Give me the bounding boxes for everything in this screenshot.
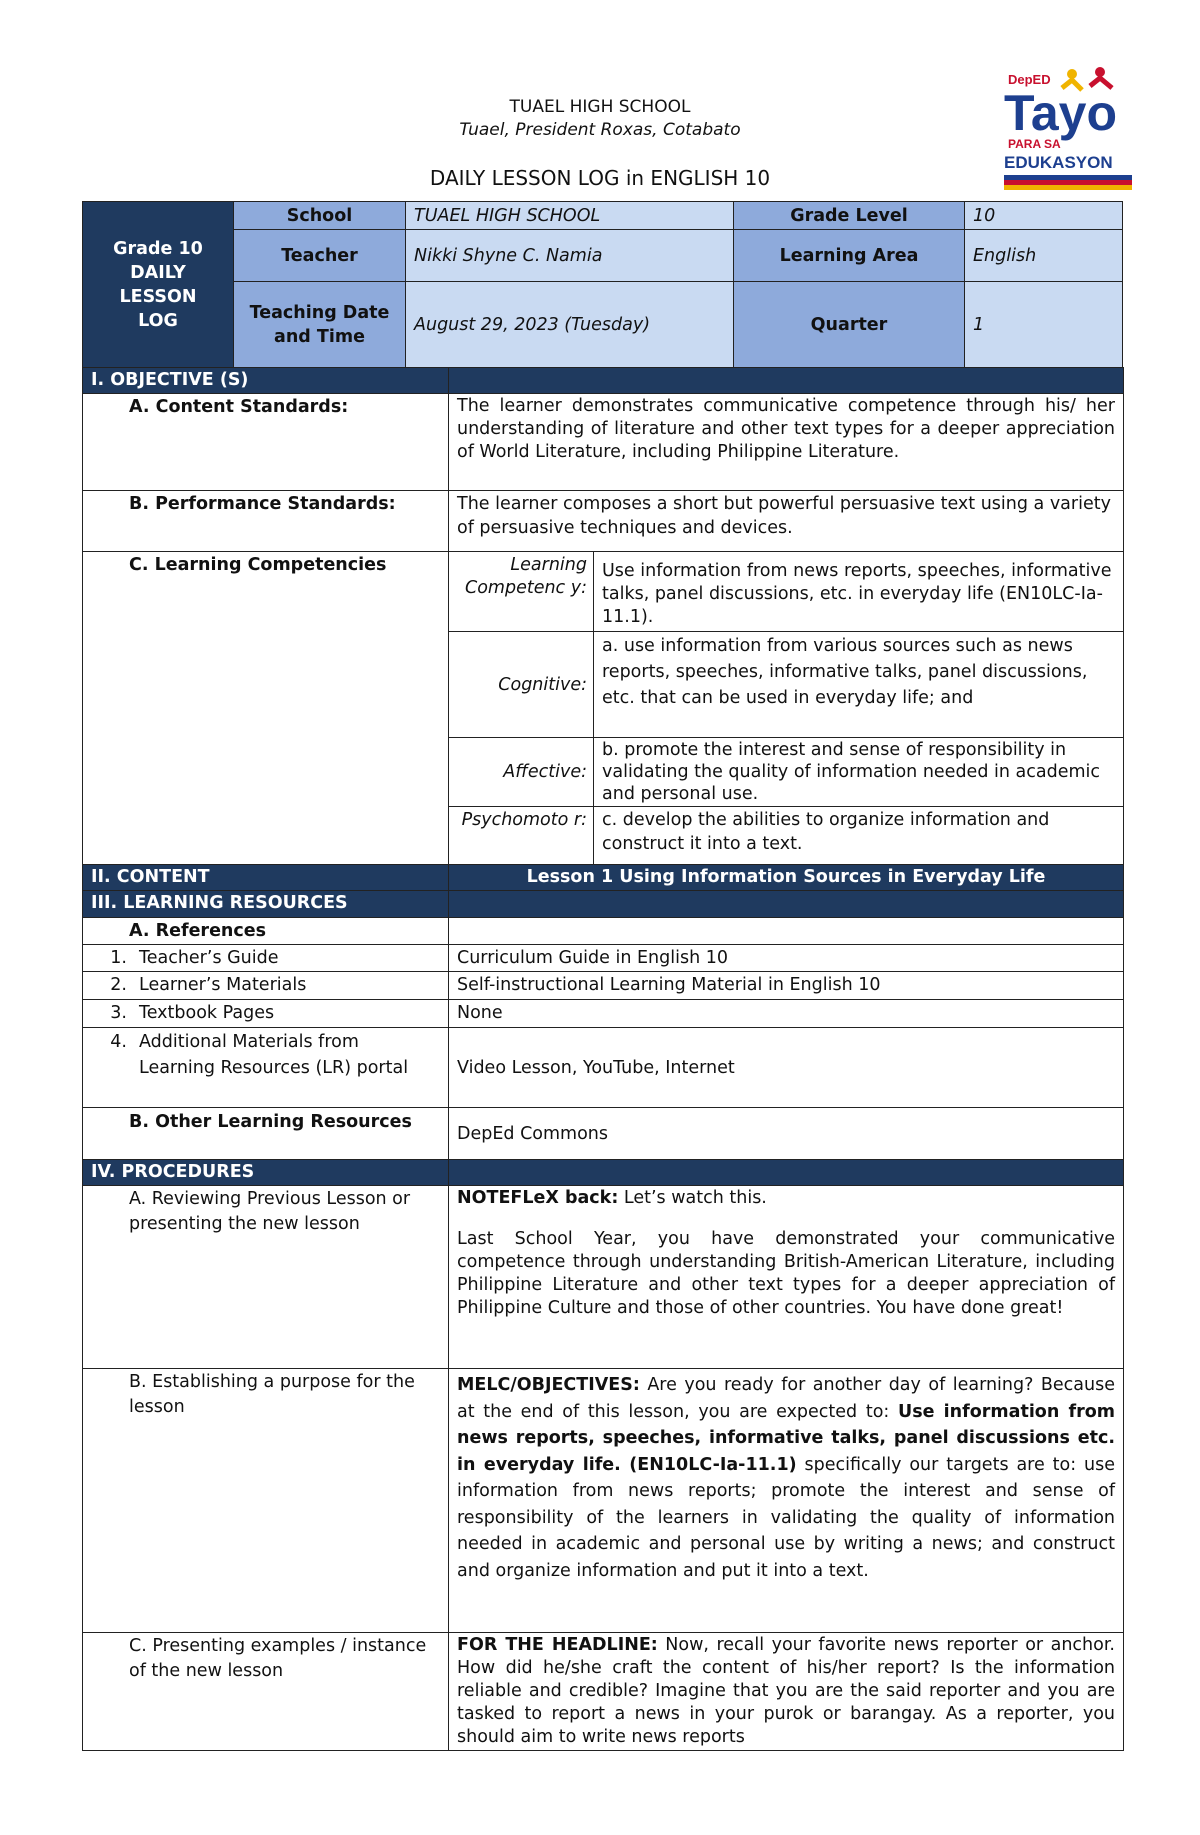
procedure-a-paragraph: Last School Year, you have demonstrated your communicative competence through understanding British-American Literature, including Philippine Literature and other text types for a deeper appreciation of Philippine Culture and those of other countries. You have done great! (457, 1229, 1115, 1318)
reference-label: Textbook Pages (139, 1003, 275, 1023)
quarter-value: 1 (965, 282, 1123, 368)
procedure-b-text-2: specifically our targets are to: use information from news reports; promote the interest and sense of responsibility of the learners in validating the quality of information needed in academic and personal use by writing a news; and construct and organize information and put it into a text. (457, 1454, 1115, 1581)
procedure-a-label: A. Reviewing Previous Lesson or presenting the new lesson (83, 1186, 449, 1369)
reference-number: 3. (110, 1003, 127, 1023)
school-label: School (234, 202, 406, 230)
other-resources-label (83, 1108, 449, 1160)
competency-domain: Cognitive: (449, 632, 594, 738)
procedure-a-lead: Let’s watch this. (618, 1188, 767, 1208)
school-name: TUAEL HIGH SCHOOL (509, 97, 691, 117)
grade-level-value: 10 (965, 202, 1123, 230)
references-label: A. References (83, 918, 449, 945)
reference-number: 4. (110, 1032, 127, 1052)
lesson-log-table (82, 367, 1124, 1751)
competency-domain: Psychomoto r: (449, 807, 594, 865)
learning-competencies-label: C. Learning Competencies (83, 552, 449, 865)
school-value: TUAEL HIGH SCHOOL (406, 202, 734, 230)
learning-area-label: Learning Area (734, 230, 965, 282)
info-table (82, 201, 1123, 368)
grade-label: Grade 10 DAILY LESSON LOG (83, 202, 234, 368)
logo-tayo-text: Tayo (1004, 85, 1117, 141)
performance-standards-label: B. Performance Standards: (83, 491, 449, 552)
reference-number: 1. (110, 948, 127, 968)
teacher-label: Teacher (234, 230, 406, 282)
procedure-c-content (449, 1633, 1124, 1751)
content-standards-text: The learner demonstrates communicative competence through his/ her understanding of literature and other text types for a deeper appreciation of World Literature, including Philippine Literature. (449, 394, 1124, 491)
competency-domain: Learning Competenc y: (449, 552, 594, 632)
logo-para-sa-text: PARA SA (1008, 137, 1061, 151)
procedure-b-bold-1: MELC/OBJECTIVES: (457, 1375, 640, 1395)
content-heading: II. CONTENT (83, 865, 449, 891)
reference-item (83, 945, 449, 972)
procedure-c-bold: FOR THE HEADLINE: (457, 1635, 658, 1655)
teaching-date-value: August 29, 2023 (Tuesday) (406, 282, 734, 368)
logo-deped-text: DepED (1008, 72, 1051, 87)
procedures-heading: IV. PROCEDURES (83, 1160, 449, 1186)
document-title: DAILY LESSON LOG in ENGLISH 10 (429, 166, 771, 190)
competency-text: c. develop the abilities to organize information and construct it into a text. (594, 807, 1124, 865)
procedure-a-bold: NOTEFLeX back: (457, 1188, 619, 1208)
logo-edukasyon-text: EDUKASYON (1004, 153, 1113, 172)
quarter-label: Quarter (734, 282, 965, 368)
competency-text: b. promote the interest and sense of responsibility in validating the quality of information needed in academic and personal use. (594, 738, 1124, 807)
teaching-date-label: Teaching Date and Time (234, 282, 406, 368)
reference-value: Self-instructional Learning Material in English 10 (449, 972, 1124, 1000)
reference-item (83, 1000, 449, 1028)
procedure-b-bold-2: Use information from news reports, speeches, informative talks, panel discussions etc. in everyday life. (EN10LC-Ia-11.1) (457, 1401, 1115, 1475)
procedure-a-content (449, 1186, 1124, 1369)
objectives-heading: I. OBJECTIVE (S) (83, 368, 449, 394)
content-standards-label: A. Content Standards: (83, 394, 449, 491)
other-resources-value: DepEd Commons (449, 1108, 1124, 1160)
other-resources-text: B. Other Learning Resources (129, 1112, 412, 1132)
procedure-b-label: B. Establishing a purpose for the lesson (83, 1369, 449, 1633)
procedure-c-text: Now, recall your favorite news reporter or anchor. How did he/she craft the content of his/her report? Is the information reliable and credible? Imagine that you are the said reporter and you are tasked to report a news in your purok or barangay. As a reporter, you should aim to write news reports (457, 1635, 1115, 1747)
reference-label: Teacher’s Guide (139, 948, 279, 968)
grade-level-label: Grade Level (734, 202, 965, 230)
performance-standards-text: The learner composes a short but powerful persuasive text using a variety of persuasive techniques and devices. (449, 491, 1124, 552)
reference-number: 2. (110, 975, 127, 995)
reference-label: Learner’s Materials (139, 975, 307, 995)
reference-item (83, 972, 449, 1000)
school-address: Tuael, President Roxas, Cotabato (459, 120, 741, 140)
resources-heading: III. LEARNING RESOURCES (83, 891, 449, 918)
procedure-b-text-1: Are you ready for another day of learning? Because at the end of this lesson, you are expected to: (457, 1375, 1115, 1422)
learning-area-value: English (965, 230, 1123, 282)
lesson-title: Lesson 1 Using Information Sources in Everyday Life (449, 865, 1124, 891)
deped-tayo-logo (1000, 62, 1135, 197)
reference-item (83, 1028, 449, 1108)
procedure-b-content (449, 1369, 1124, 1633)
competency-domain: Affective: (449, 738, 594, 807)
reference-value: None (449, 1000, 1124, 1028)
reference-label: Additional Materials from Learning Resources (LR) portal (139, 1032, 409, 1078)
teacher-value: Nikki Shyne C. Namia (406, 230, 734, 282)
competency-text: Use information from news reports, speeches, informative talks, panel discussions, etc. in everyday life (EN10LC-Ia-11.1). (594, 552, 1124, 632)
competency-text: a. use information from various sources such as news reports, speeches, informative talks, panel discussions, etc. that can be used in everyday life; and (594, 632, 1124, 738)
procedure-c-label: C. Presenting examples / instance of the new lesson (83, 1633, 449, 1751)
reference-value: Curriculum Guide in English 10 (449, 945, 1124, 972)
reference-value: Video Lesson, YouTube, Internet (449, 1028, 1124, 1108)
